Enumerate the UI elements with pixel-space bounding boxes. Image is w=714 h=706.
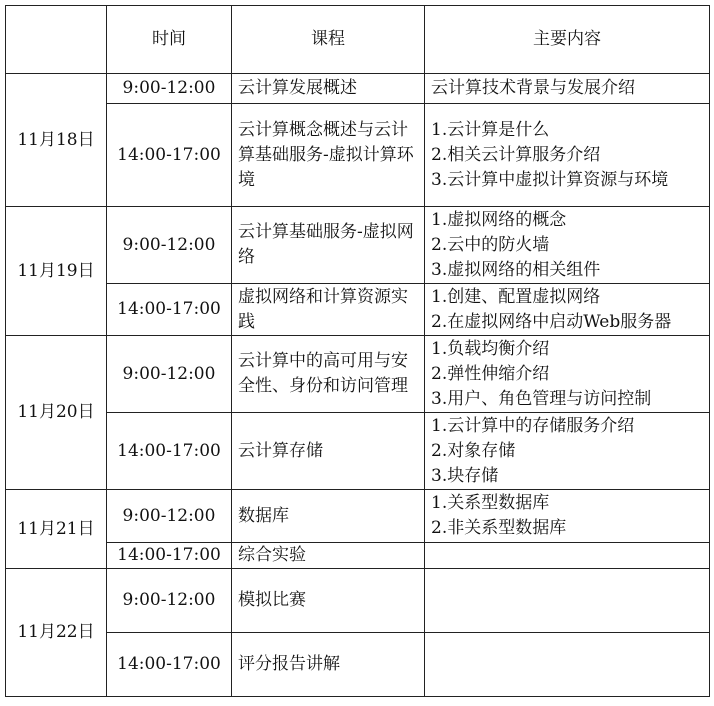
time-cell: 9:00-12:00 bbox=[107, 569, 232, 633]
content-line: 2.弹性伸缩介绍 bbox=[431, 363, 550, 384]
table-row bbox=[6, 569, 710, 633]
content-cell bbox=[425, 336, 710, 413]
content-line: 3.块存储 bbox=[431, 465, 499, 486]
content-line: 3.用户、角色管理与访问控制 bbox=[431, 388, 652, 409]
content-line: 1.创建、配置虚拟网络 bbox=[431, 286, 601, 307]
course-cell: 数据库 bbox=[232, 490, 425, 543]
content-cell bbox=[425, 543, 710, 569]
content-line: 1.关系型数据库 bbox=[431, 493, 550, 513]
course-cell: 云计算中的高可用与安全性、身份和访问管理 bbox=[232, 336, 425, 413]
content-line: 2.对象存储 bbox=[431, 440, 516, 461]
table-row bbox=[6, 74, 710, 104]
time-cell: 9:00-12:00 bbox=[107, 74, 232, 104]
time-cell: 9:00-12:00 bbox=[107, 490, 232, 543]
table-row bbox=[6, 543, 710, 569]
content-line: 3.虚拟网络的相关组件 bbox=[431, 259, 601, 280]
time-cell: 14:00-17:00 bbox=[107, 633, 232, 697]
course-cell: 综合实验 bbox=[232, 543, 425, 569]
content-line: 2.在虚拟网络中启动Web服务器 bbox=[431, 311, 672, 332]
header-time: 时间 bbox=[107, 6, 232, 74]
content-cell bbox=[425, 284, 710, 336]
content-line: 2.云中的防火墙 bbox=[431, 234, 550, 255]
table-row bbox=[6, 490, 710, 543]
time-cell: 14:00-17:00 bbox=[107, 104, 232, 207]
header-course: 课程 bbox=[232, 6, 425, 74]
table-row bbox=[6, 104, 710, 207]
time-cell: 14:00-17:00 bbox=[107, 543, 232, 569]
content-line: 1.虚拟网络的概念 bbox=[431, 209, 567, 230]
course-cell: 云计算概念概述与云计算基础服务-虚拟计算环境 bbox=[232, 104, 425, 207]
content-cell bbox=[425, 490, 710, 543]
content-cell bbox=[425, 413, 710, 490]
content-cell bbox=[425, 569, 710, 633]
date-cell: 11月19日 bbox=[6, 207, 107, 336]
table-row bbox=[6, 633, 710, 697]
content-line: 1.云计算是什么 bbox=[431, 119, 550, 140]
course-cell: 云计算基础服务-虚拟网络 bbox=[232, 207, 425, 284]
date-cell: 11月18日 bbox=[6, 74, 107, 207]
content-line: 3.云计算中虚拟计算资源与环境 bbox=[431, 169, 669, 190]
content-line: 1.云计算中的存储服务介绍 bbox=[431, 415, 635, 436]
header-content: 主要内容 bbox=[425, 6, 710, 74]
table-row bbox=[6, 336, 710, 413]
content-line: 1.负载均衡介绍 bbox=[431, 338, 550, 359]
schedule-table bbox=[5, 5, 710, 697]
table-row bbox=[6, 413, 710, 490]
date-cell: 11月21日 bbox=[6, 490, 107, 569]
content-cell bbox=[425, 207, 710, 284]
content-cell bbox=[425, 104, 710, 207]
content-line: 2.相关云计算服务介绍 bbox=[431, 144, 601, 165]
table-row bbox=[6, 207, 710, 284]
content-cell bbox=[425, 633, 710, 697]
course-cell: 评分报告讲解 bbox=[232, 633, 425, 697]
time-cell: 9:00-12:00 bbox=[107, 336, 232, 413]
time-cell: 9:00-12:00 bbox=[107, 207, 232, 284]
course-cell: 云计算发展概述 bbox=[232, 74, 425, 104]
table-row bbox=[6, 284, 710, 336]
header-date bbox=[6, 6, 107, 74]
content-line: 2.非关系型数据库 bbox=[431, 518, 567, 538]
content-line: 云计算技术背景与发展介绍 bbox=[431, 78, 635, 98]
content-cell bbox=[425, 74, 710, 104]
time-cell: 14:00-17:00 bbox=[107, 284, 232, 336]
course-cell: 虚拟网络和计算资源实践 bbox=[232, 284, 425, 336]
course-cell: 模拟比赛 bbox=[232, 569, 425, 633]
date-cell: 11月22日 bbox=[6, 569, 107, 697]
header-row bbox=[6, 6, 710, 74]
time-cell: 14:00-17:00 bbox=[107, 413, 232, 490]
course-cell: 云计算存储 bbox=[232, 413, 425, 490]
date-cell: 11月20日 bbox=[6, 336, 107, 490]
